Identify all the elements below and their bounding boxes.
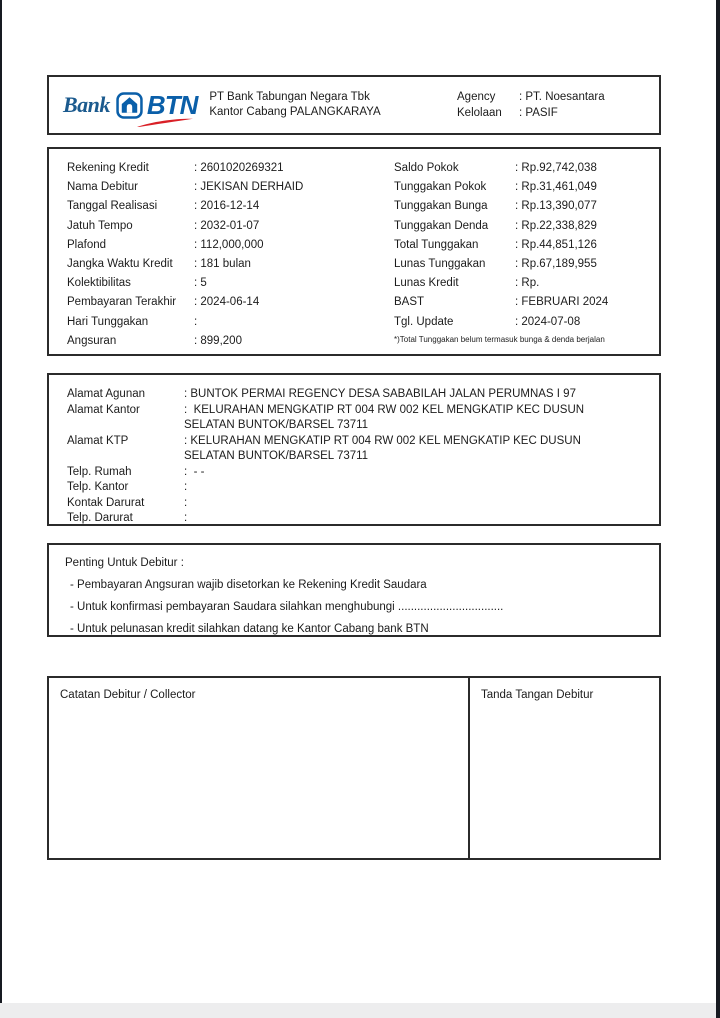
bottom-strip [0, 1003, 716, 1018]
field-row [394, 217, 659, 236]
page-edge-right [716, 0, 720, 1018]
field-value: : 2024-07-08 [515, 315, 581, 328]
company-name: PT Bank Tabungan Negara Tbk [209, 90, 370, 103]
notice-item: - Untuk konfirmasi pembayaran Saudara silahkan menghubungi ................................. [70, 601, 504, 613]
field-label: Plafond [67, 238, 107, 251]
collector-notes-label: Catatan Debitur / Collector [60, 689, 196, 701]
field-label: Angsuran [67, 334, 117, 347]
field-label: Jangka Waktu Kredit [67, 257, 173, 270]
field-value: : JEKISAN DERHAID [194, 181, 304, 194]
debtor-notice-box [47, 543, 661, 637]
credit-left-column [67, 159, 394, 354]
field-label: Lunas Kredit [394, 277, 459, 290]
field-label: Tunggakan Bunga [394, 200, 488, 213]
credit-details-box [47, 147, 661, 356]
field-row [394, 159, 659, 178]
kelolaan-value: : PASIF [519, 107, 558, 119]
agency-label: Agency [457, 91, 496, 103]
field-label: Tunggakan Denda [394, 219, 489, 232]
branch-name: Kantor Cabang PALANGKARAYA [209, 106, 381, 118]
field-value: : [184, 496, 188, 509]
field-label: Jatuh Tempo [67, 219, 133, 232]
field-row [67, 236, 394, 255]
field-row [67, 465, 659, 481]
arrears-footnote: *)Total Tunggakan belum termasuk bunga & denda berjalan [394, 334, 605, 344]
field-label: Alamat Agunan [67, 388, 146, 400]
field-row [67, 274, 394, 293]
logo-btn-text: BTN [146, 89, 198, 120]
field-row [67, 293, 394, 312]
field-row [67, 480, 659, 496]
field-value: : Rp.22,338,829 [515, 219, 597, 232]
field-row [67, 178, 394, 197]
field-row [394, 313, 659, 332]
field-label: Total Tunggakan [394, 238, 479, 251]
field-label: Tgl. Update [394, 315, 454, 328]
field-row [67, 159, 394, 178]
field-value: : BUNTOK PERMAI REGENCY DESA SABABILAH JALAN PERUMNAS I 97 [184, 388, 576, 400]
field-label: Nama Debitur [67, 181, 138, 194]
field-value: : [194, 315, 198, 328]
field-row [394, 255, 659, 274]
field-row [394, 274, 659, 293]
logo-bank-text: Bank [63, 92, 110, 117]
field-row [67, 332, 394, 351]
field-value: : [184, 512, 188, 524]
field-label: Kolektibilitas [67, 277, 131, 290]
notice-item: - Pembayaran Angsuran wajib disetorkan ke Rekening Kredit Saudara [70, 579, 427, 591]
field-label: Alamat Kantor [67, 403, 140, 416]
address-box [47, 373, 661, 526]
field-value: : [184, 481, 188, 493]
collector-notes-area [49, 678, 470, 858]
field-row [394, 236, 659, 255]
field-value: : 5 [194, 277, 207, 290]
field-row [67, 403, 659, 434]
field-value: : - - [184, 465, 205, 478]
field-label: Rekening Kredit [67, 162, 149, 174]
field-label: Kontak Darurat [67, 496, 145, 509]
field-value: : KELURAHAN MENGKATIP RT 004 RW 002 KEL MENGKATIP KEC DUSUN SELATAN BUNTOK/BARSEL 73711 [184, 403, 588, 431]
field-row [394, 178, 659, 197]
field-value: : 112,000,000 [194, 238, 264, 251]
field-row [67, 217, 394, 236]
field-label: Lunas Tunggakan [394, 257, 486, 270]
field-row [394, 293, 659, 312]
kelolaan-row [457, 105, 605, 121]
field-value: : 2016-12-14 [194, 200, 260, 213]
field-value: : Rp.92,742,038 [515, 162, 597, 174]
debtor-signature-label: Tanda Tangan Debitur [481, 689, 594, 701]
field-label: Tunggakan Pokok [394, 181, 487, 194]
agency-block [457, 89, 605, 121]
field-value: : 2024-06-14 [194, 296, 260, 309]
field-label: Hari Tunggakan [67, 315, 149, 328]
field-value: : Rp.67,189,955 [515, 257, 597, 270]
agency-row [457, 89, 605, 105]
field-row [67, 496, 659, 512]
field-label: Tanggal Realisasi [67, 200, 158, 213]
credit-right-column [394, 159, 659, 354]
field-label: BAST [394, 296, 425, 309]
field-value: : Rp.31,461,049 [515, 181, 597, 194]
field-value: : KELURAHAN MENGKATIP RT 004 RW 002 KEL MENGKATIP KEC DUSUN SELATAN BUNTOK/BARSEL 73711 [184, 434, 585, 462]
field-value: : 2601020269321 [194, 162, 284, 174]
field-value: : Rp.44,851,126 [515, 238, 597, 251]
field-row [394, 197, 659, 216]
field-row [67, 511, 659, 527]
btn-house-icon [116, 92, 143, 119]
notice-title: Penting Untuk Debitur : [65, 557, 184, 569]
field-value: : Rp. [515, 277, 540, 290]
field-row [67, 387, 659, 403]
field-label: Telp. Kantor [67, 481, 129, 493]
field-label: Telp. Darurat [67, 512, 133, 524]
field-label: Telp. Rumah [67, 465, 132, 478]
field-row [67, 434, 659, 465]
field-label: Pembayaran Terakhir [67, 296, 177, 309]
header-box [47, 75, 661, 135]
field-label: Saldo Pokok [394, 162, 459, 174]
notes-signature-box [47, 676, 661, 860]
field-value: : FEBRUARI 2024 [515, 296, 609, 309]
logo-red-swoosh-icon [137, 118, 193, 127]
btn-logo [63, 90, 197, 121]
field-value: : Rp.13,390,077 [515, 200, 597, 213]
field-row [67, 197, 394, 216]
agency-value: : PT. Noesantara [519, 91, 605, 103]
notice-item: - Untuk pelunasan kredit silahkan datang ke Kantor Cabang bank BTN [70, 623, 429, 635]
field-label: Alamat KTP [67, 434, 129, 447]
bank-identity-block [209, 90, 380, 121]
kelolaan-label: Kelolaan [457, 107, 502, 119]
field-row [67, 313, 394, 332]
field-row [67, 255, 394, 274]
page-edge-left [0, 0, 2, 1003]
debtor-signature-area [470, 678, 659, 858]
field-value: : 899,200 [194, 334, 242, 347]
field-value: : 2032-01-07 [194, 219, 260, 232]
field-value: : 181 bulan [194, 257, 251, 270]
